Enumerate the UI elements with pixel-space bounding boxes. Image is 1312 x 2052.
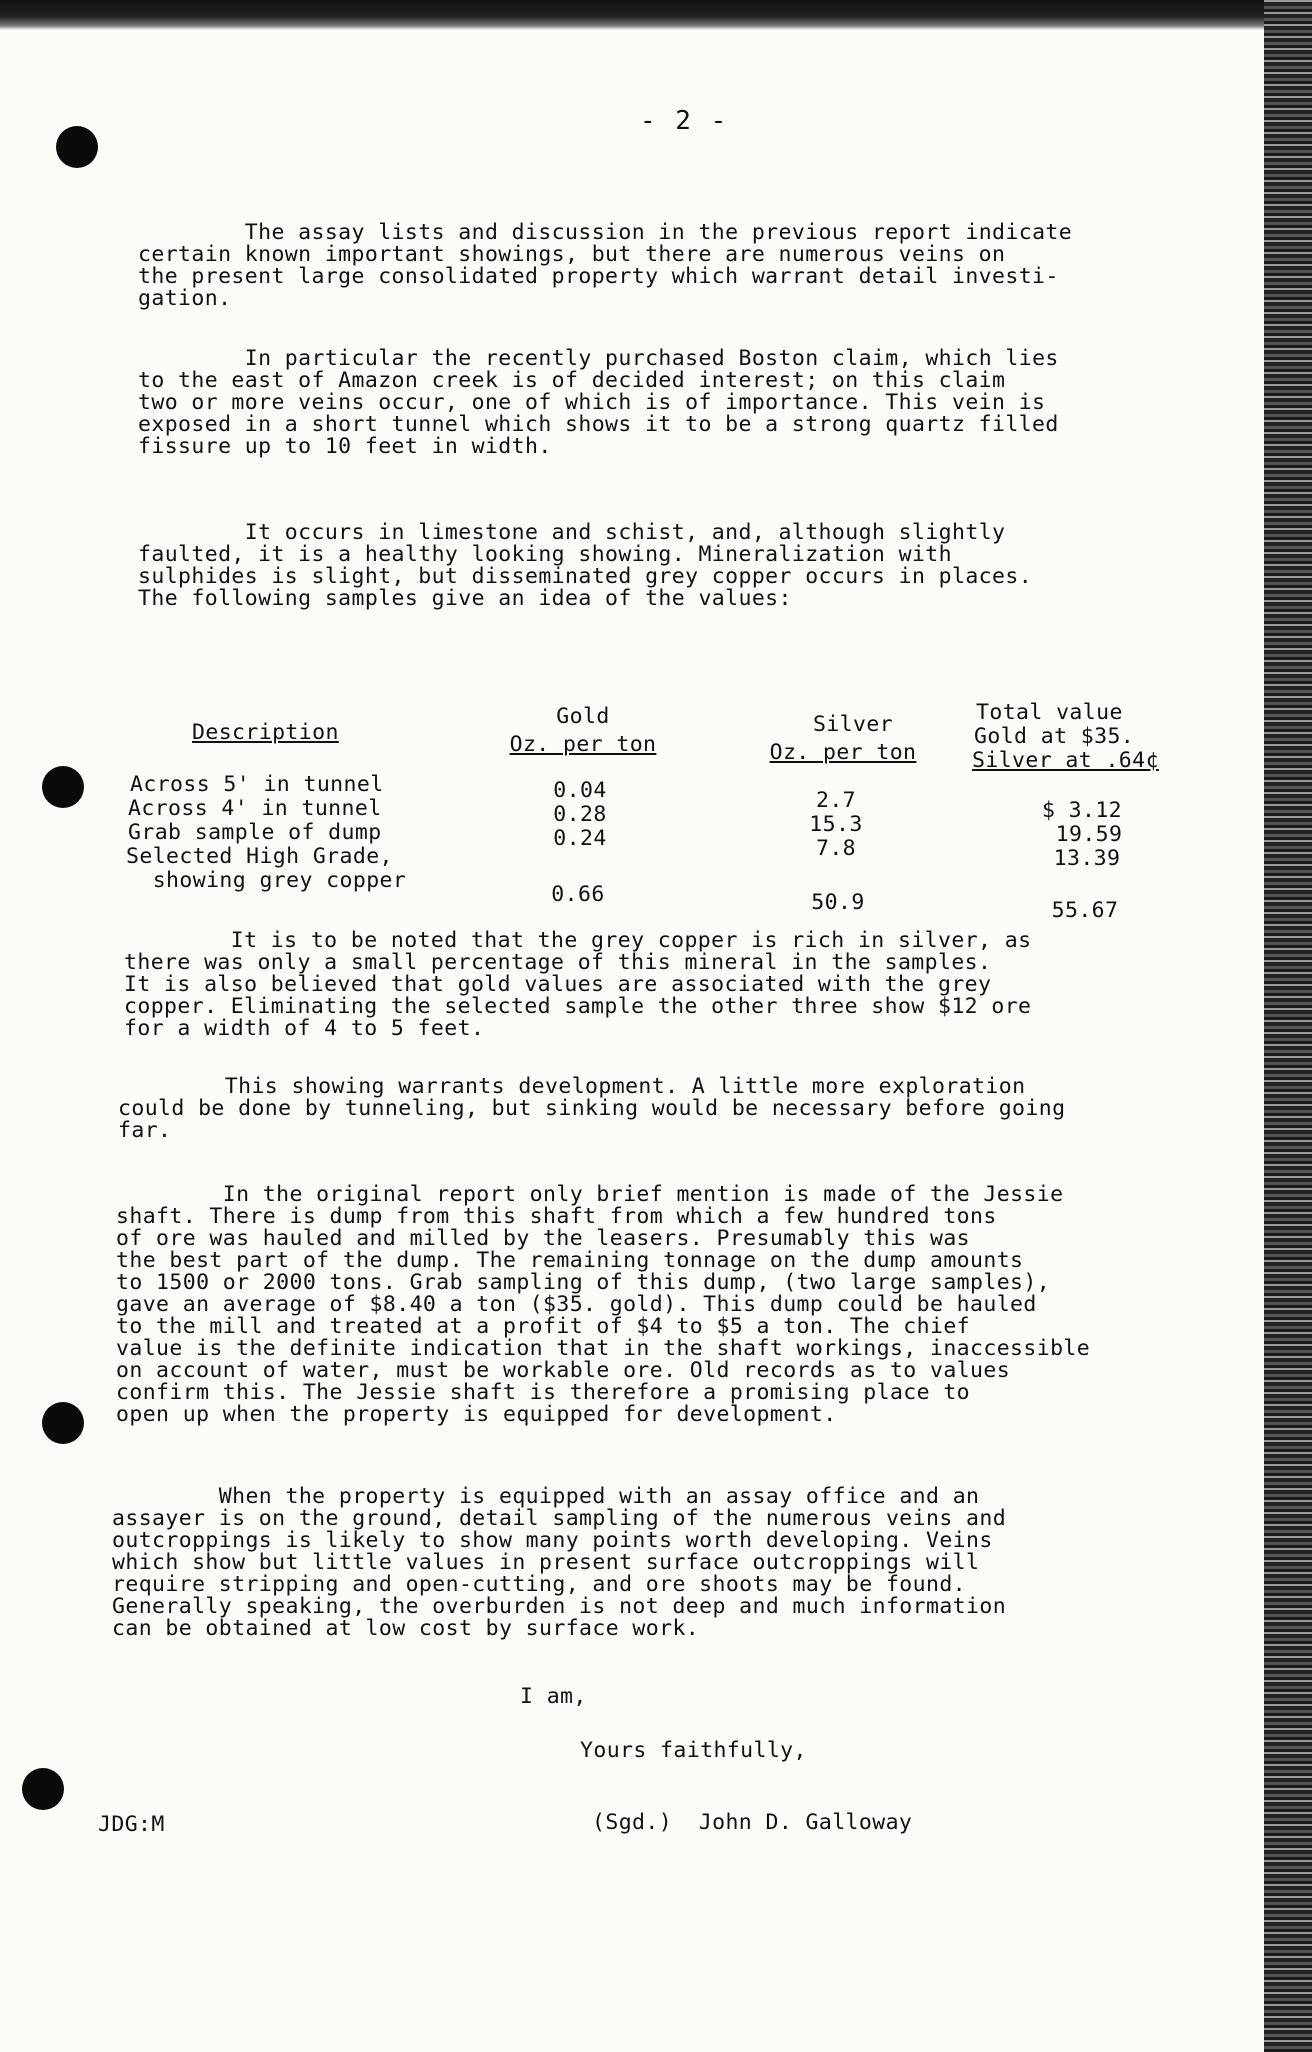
scan-top-edge bbox=[0, 0, 1312, 30]
table-cell-gold: 0.04 bbox=[553, 778, 607, 803]
table-header-silver-unit: Oz. per ton bbox=[769, 740, 917, 765]
table-cell-total: 19.59 bbox=[1055, 822, 1123, 847]
table-cell-silver: 15.3 bbox=[809, 812, 863, 837]
table-header-silver: Silver bbox=[812, 712, 894, 737]
table-cell-silver: 2.7 bbox=[815, 788, 857, 813]
paragraph-boston-claim: In particular the recently purchased Boston claim, which lies to the east of Amazon creek is of decided interest; on this claim two or more veins occur, one of which is of importance. This vein is exposed in a short tunnel which shows it to be a strong quartz filled fissure up to 10 feet in width. bbox=[138, 346, 1059, 459]
table-cell-silver: 50.9 bbox=[811, 890, 865, 915]
punch-hole-icon bbox=[42, 766, 84, 808]
table-cell-total: 13.39 bbox=[1053, 846, 1121, 871]
typist-initials: JDG:M bbox=[98, 1812, 165, 1837]
table-header-total-silver: Silver at .64¢ bbox=[972, 748, 1159, 773]
paragraph-limestone: It occurs in limestone and schist, and, although slightly faulted, it is a healthy looking showing. Mineralization with sulphides is slight, but disseminated grey copper occurs in places. The following samples give an idea of the values: bbox=[138, 520, 1033, 611]
table-row-description: Across 5' in tunnel bbox=[130, 772, 384, 797]
table-header-total: Total value bbox=[976, 700, 1123, 725]
table-row-description: Across 4' in tunnel bbox=[128, 796, 382, 821]
table-cell-gold: 0.66 bbox=[551, 882, 605, 907]
table-header-description: Description bbox=[192, 720, 339, 745]
paragraph-showing-warrants: This showing warrants development. A little more exploration could be done by tunneling, but sinking would be necessary before going far. bbox=[118, 1074, 1066, 1143]
table-row-description: Selected High Grade, bbox=[126, 844, 393, 869]
closing-i-am: I am, bbox=[520, 1684, 587, 1709]
table-header-gold: Gold bbox=[556, 704, 610, 729]
paragraph-assay-office: When the property is equipped with an assay office and an assayer is on the ground, detail sampling of the numerous veins and outcroppings is likely to show many points worth developing. Veins which show but little values in present surface outcroppings will require stripping and open-cutting, and ore shoots may be found. Generally speaking, the overburden is not deep and much information can be obtained at low cost by surface work. bbox=[112, 1484, 1007, 1641]
table-cell-gold: 0.24 bbox=[553, 826, 607, 851]
paragraph-assay-lists: The assay lists and discussion in the previous report indicate certain known important showings, but there are numerous veins on the present large consolidated property which warrant detail investi- gation. bbox=[138, 220, 1073, 311]
page-number: - 2 - bbox=[640, 106, 729, 136]
punch-hole-icon bbox=[22, 1768, 64, 1810]
punch-hole-icon bbox=[42, 1402, 84, 1444]
closing-yours-faithfully: Yours faithfully, bbox=[580, 1738, 807, 1763]
scan-right-edge bbox=[1264, 0, 1312, 2052]
table-row-description: Grab sample of dump bbox=[128, 820, 382, 845]
table-cell-gold: 0.28 bbox=[553, 802, 607, 827]
paragraph-grey-copper: It is to be noted that the grey copper is rich in silver, as there was only a small percentage of this mineral in the samples. It is also believed that gold values are associated with the grey copper. Eliminating the selected sample the other three show $12 ore for a width of 4 to 5 feet. bbox=[124, 928, 1032, 1041]
signature: (Sgd.) John D. Galloway bbox=[592, 1810, 913, 1835]
punch-hole-icon bbox=[56, 126, 98, 168]
paragraph-jessie-shaft: In the original report only brief mention is made of the Jessie shaft. There is dump from this shaft from which a few hundred tons of ore was hauled and milled by the leasers. Presumably this was the best part of the dump. The remaining tonnage on the dump amounts to 1500 or 2000 tons. Grab sampling of this dump, (two large samples), gave an average of $8.40 a ton ($35. gold). This dump could be hauled to the mill and treated at a profit of $4 to $5 a ton. The chief value is the definite indication that in the shaft workings, inaccessible on account of water, must be workable ore. Old records as to values confirm this. The Jessie shaft is therefore a promising place to open up when the property is equipped for development. bbox=[116, 1182, 1091, 1427]
table-cell-total: 55.67 bbox=[1051, 898, 1119, 923]
table-row-description-cont: showing grey copper bbox=[126, 868, 407, 893]
table-header-total-gold: Gold at $35. bbox=[974, 724, 1135, 749]
table-cell-silver: 7.8 bbox=[815, 836, 857, 861]
table-cell-total: $ 3.12 bbox=[1041, 798, 1123, 823]
table-header-gold-unit: Oz. per ton bbox=[509, 732, 657, 757]
